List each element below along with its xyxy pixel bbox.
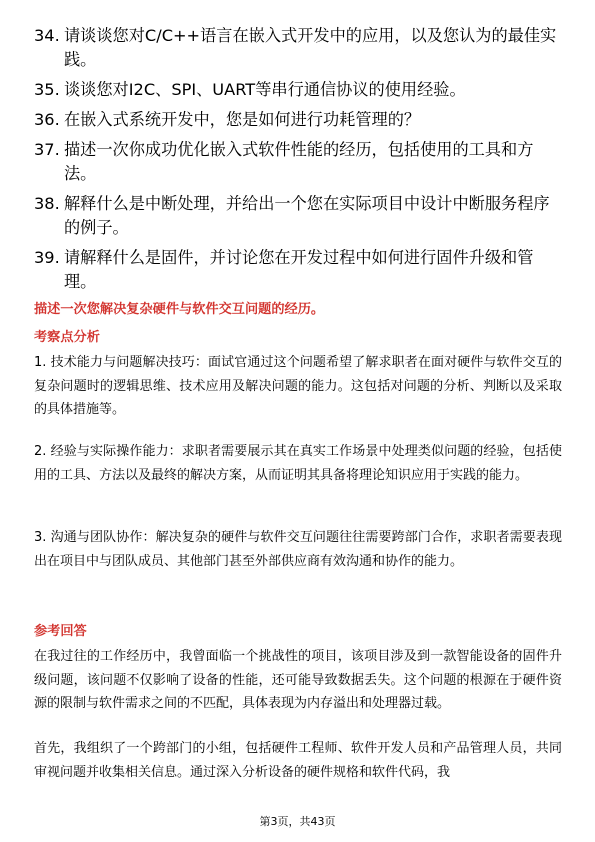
question-number: 36. xyxy=(34,110,60,129)
analysis-point: 1. 技术能力与问题解决技巧：面试官通过这个问题希望了解求职者在面对硬件与软件交互的复杂问题时的逻辑思维、技术应用及解决问题的能力。这包括对问题的分析、判断以及采取的具体措施等。 xyxy=(34,355,562,418)
analysis-point: 2. 经验与实际操作能力：求职者需要展示其在真实工作场景中处理类似问题的经验，包括使用的工具、方法以及最终的解决方案，从而证明其具备将理论知识应用于实践的能力。 xyxy=(34,444,562,483)
analysis-heading: 考察点分析 xyxy=(34,330,100,345)
list-item xyxy=(34,78,564,102)
question-text: 请谈谈您对C/C++语言在嵌入式开发中的应用，以及您认为的最佳实践。 xyxy=(64,26,557,69)
question-number: 34. xyxy=(34,26,60,45)
question-list xyxy=(34,24,564,300)
answer-heading: 参考回答 xyxy=(34,624,87,639)
question-number: 38. xyxy=(34,194,60,213)
question-text: 请解释什么是固件，并讨论您在开发过程中如何进行固件升级和管理。 xyxy=(64,248,534,291)
question-number: 37. xyxy=(34,140,60,159)
question-text: 描述一次你成功优化嵌入式软件性能的经历，包括使用的工具和方法。 xyxy=(64,140,534,183)
question-text: 在嵌入式系统开发中，您是如何进行功耗管理的？ xyxy=(64,110,421,129)
question-number: 35. xyxy=(34,80,60,99)
list-item xyxy=(34,192,564,240)
list-item xyxy=(34,138,564,186)
question-title: 描述一次您解决复杂硬件与软件交互问题的经历。 xyxy=(34,302,325,317)
question-text: 谈谈您对I2C、SPI、UART等串行通信协议的使用经验。 xyxy=(64,80,466,99)
list-item xyxy=(34,246,564,294)
question-number: 39. xyxy=(34,248,60,267)
analysis-point: 3. 沟通与团队协作：解决复杂的硬件与软件交互问题往往需要跨部门合作，求职者需要表现出在项目中与团队成员、其他部门甚至外部供应商有效沟通和协作的能力。 xyxy=(34,530,562,569)
list-item xyxy=(34,108,564,132)
question-text: 解释什么是中断处理，并给出一个您在实际项目中设计中断服务程序的例子。 xyxy=(64,194,550,237)
answer-paragraph: 首先，我组织了一个跨部门的小组，包括硬件工程师、软件开发人员和产品管理人员，共同审视问题并收集相关信息。通过深入分析设备的硬件规格和软件代码，我 xyxy=(34,741,562,780)
list-item xyxy=(34,24,564,72)
answer-paragraph: 在我过往的工作经历中，我曾面临一个挑战性的项目，该项目涉及到一款智能设备的固件升级问题，该问题不仅影响了设备的性能，还可能导致数据丢失。这个问题的根源在于硬件资源的限制与软件需求之间的不匹配，具体表现为内存溢出和处理器过载。 xyxy=(34,649,562,712)
page-number: 第3页，共43页 xyxy=(259,815,336,828)
